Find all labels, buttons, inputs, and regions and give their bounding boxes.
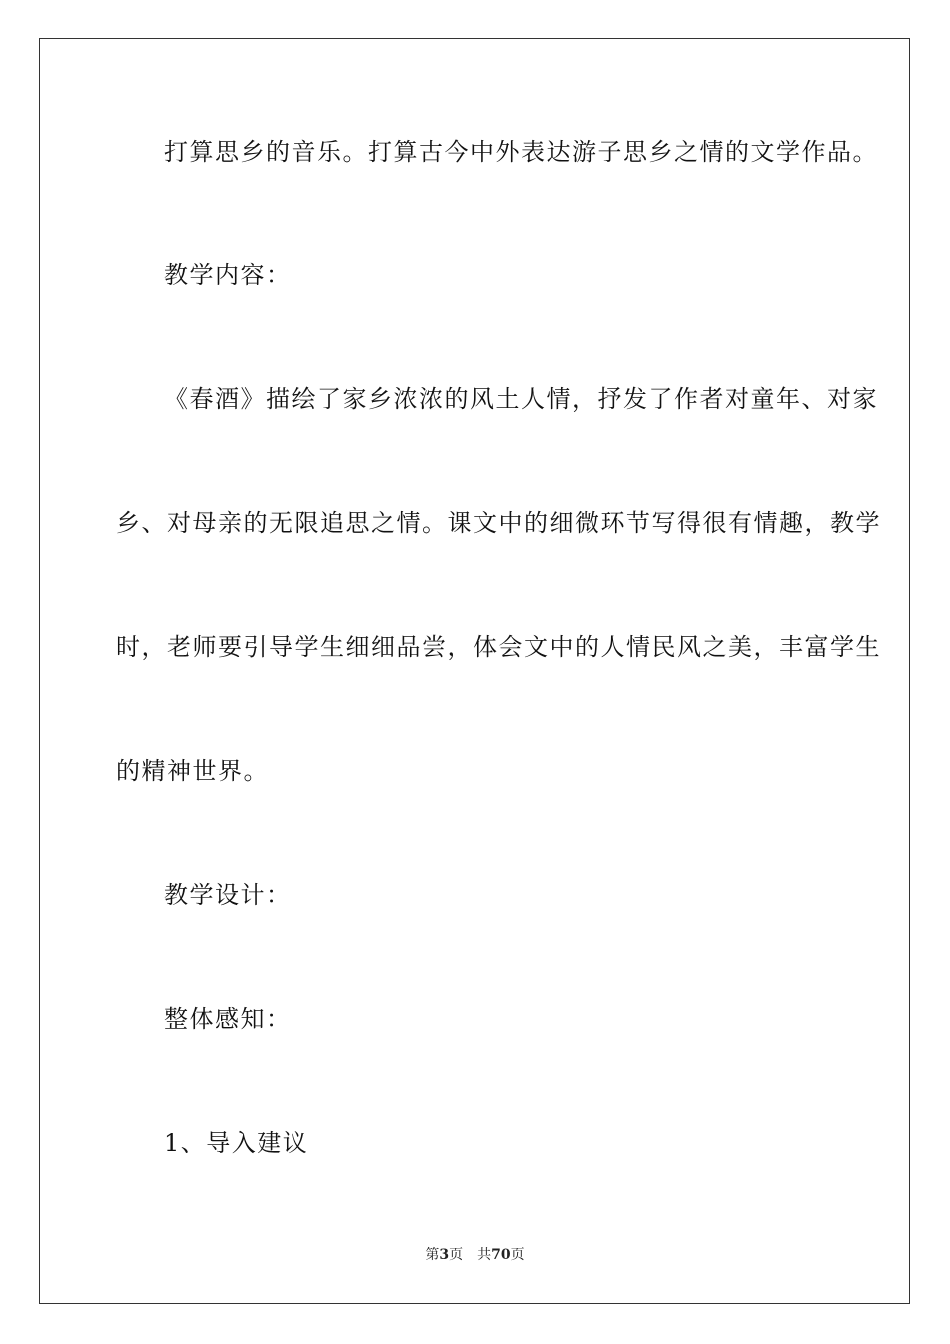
footer-page-suffix: 页 (449, 1247, 464, 1263)
paragraph-line-1: 打算思乡的音乐。打算古今中外表达游子思乡之情的文学作品。 (164, 138, 878, 166)
paragraph-line-3: 《春酒》描绘了家乡浓浓的风土人情，抒发了作者对童年、对家 (164, 385, 878, 413)
page-footer (0, 1246, 950, 1264)
footer-page-prefix: 第 (425, 1247, 440, 1263)
footer-total-prefix: 共 (477, 1247, 492, 1263)
paragraph-line-4: 乡、对母亲的无限追思之情。课文中的细微环节写得很有情趣，教学 (116, 509, 881, 537)
list-item-intro-suggestion: 1、导入建议 (164, 1129, 309, 1157)
paragraph-line-5: 时，老师要引导学生细细品尝，体会文中的人情民风之美，丰富学生 (116, 633, 881, 661)
page-border (39, 38, 910, 1304)
footer-total-pages: 70 (491, 1247, 511, 1263)
footer-page-number: 3 (439, 1247, 450, 1263)
section-heading-teaching-content: 教学内容： (164, 261, 292, 289)
section-heading-overall-perception: 整体感知： (164, 1005, 292, 1033)
section-heading-teaching-design: 教学设计： (164, 881, 292, 909)
footer-total-suffix: 页 (510, 1247, 525, 1263)
paragraph-line-6: 的精神世界。 (116, 757, 269, 785)
